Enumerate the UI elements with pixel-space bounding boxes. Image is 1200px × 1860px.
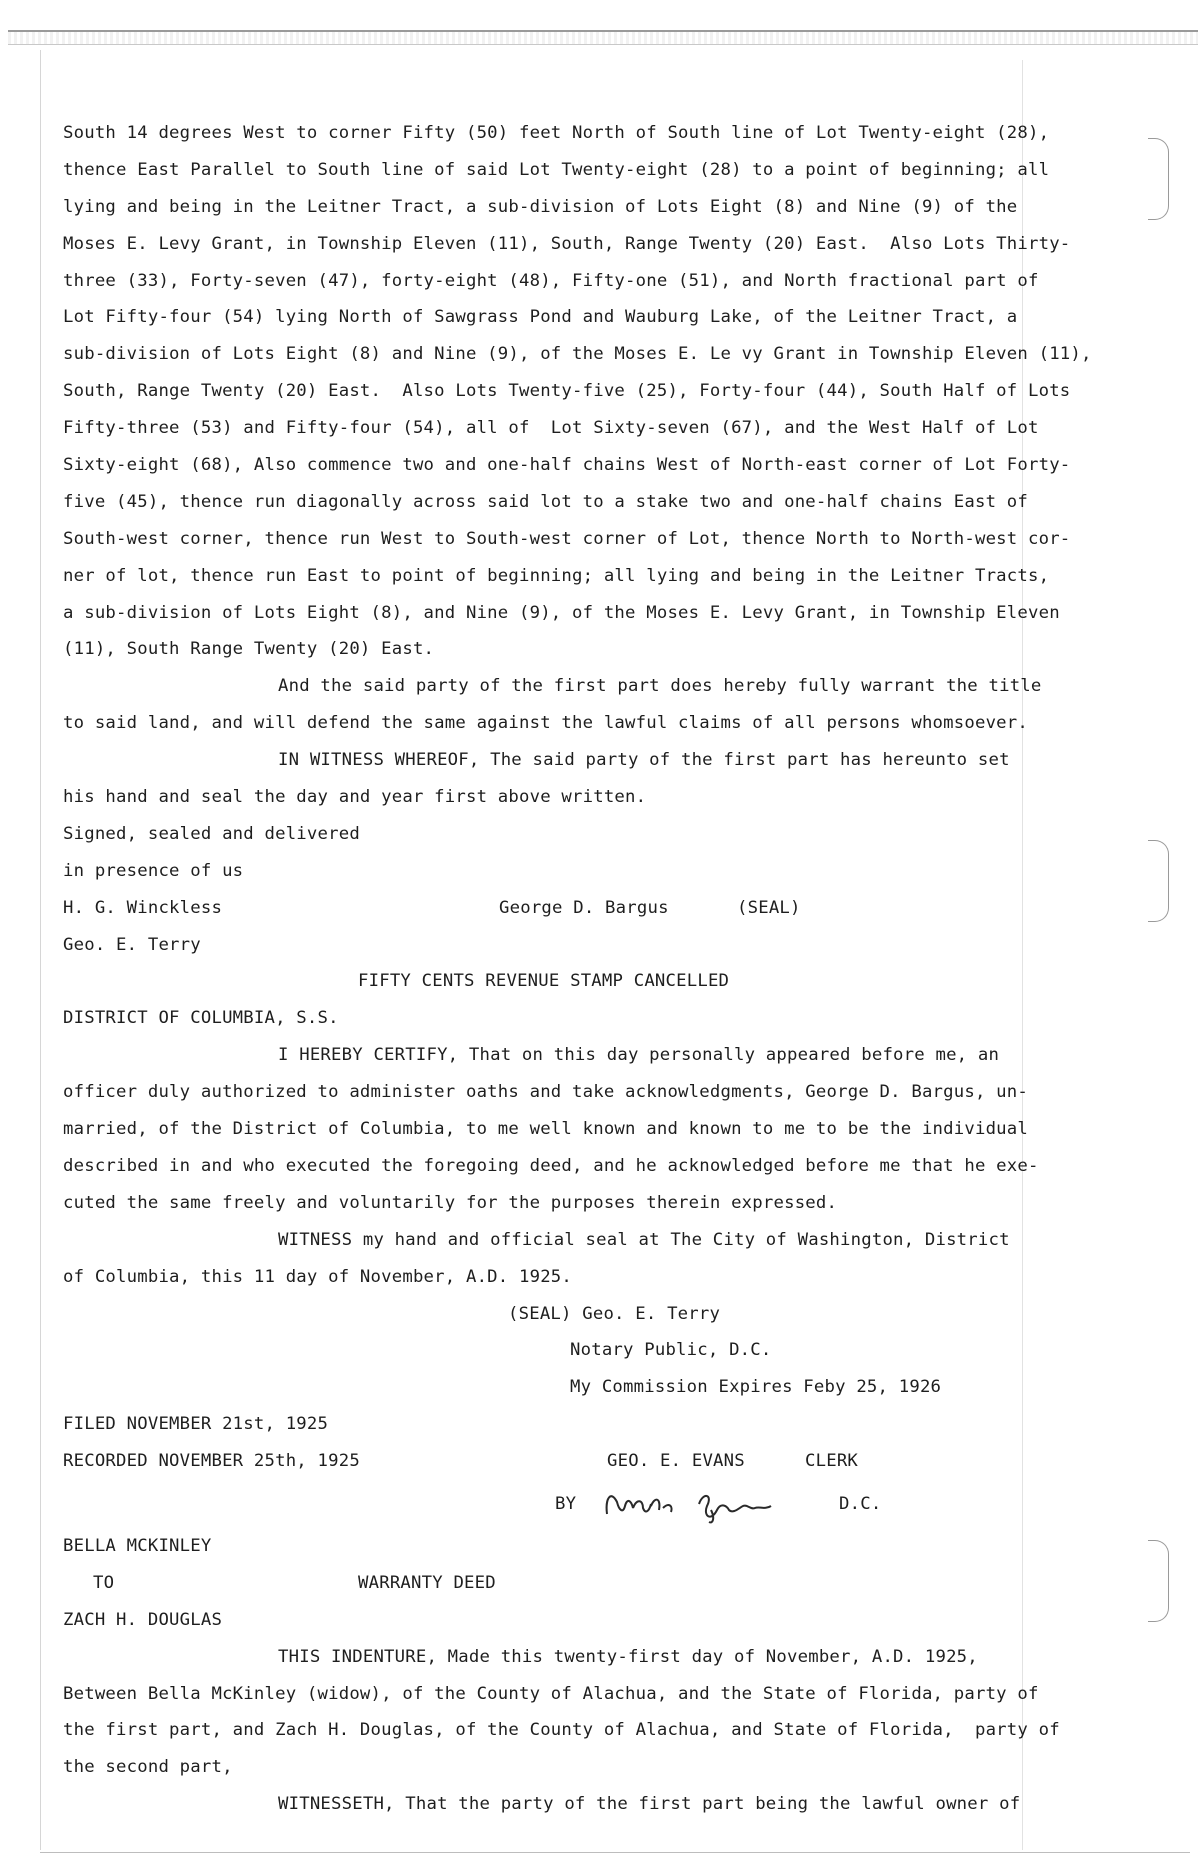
clerk-title: CLERK — [805, 1451, 859, 1472]
signature-row — [63, 890, 1053, 927]
grantor-signature-name: George D. Bargus — [499, 897, 669, 918]
text-line: South, Range Twenty (20) East. Also Lots Twenty-five (25), Forty-four (44), South Half of Lots — [63, 381, 1071, 402]
text-line: Lot Fifty-four (54) lying North of Sawgrass Pond and Wauburg Lake, of the Leitner Tract, a — [63, 307, 1018, 328]
warrant-line: to said land, and will defend the same against the lawful claims of all persons whomsoever. — [63, 713, 1028, 734]
binder-hole-top — [1148, 138, 1169, 220]
witness-official-line: of Columbia, this 11 day of November, A.D. 1925. — [63, 1266, 573, 1287]
district-heading: DISTRICT OF COLUMBIA, S.S. — [63, 1008, 339, 1029]
notary-line: My Commission Expires Feby 25, 1926 — [570, 1377, 942, 1398]
filed-line: FILED NOVEMBER 21st, 1925 — [63, 1414, 329, 1435]
warrant-line: And the said party of the first part does hereby fully warrant the title — [278, 676, 1042, 697]
text-line: Fifty-three (53) and Fifty-four (54), all of Lot Sixty-seven (67), and the West Half of Lot — [63, 418, 1039, 439]
certify-line: I HEREBY CERTIFY, That on this day personally appeared before me, an — [278, 1045, 1000, 1066]
text-line: five (45), thence run diagonally across said lot to a stake two and one-half chains East of — [63, 491, 1028, 512]
certify-line: married, of the District of Columbia, to me well known and known to me to be the individual — [63, 1119, 1028, 1140]
new-deed-grantee: ZACH H. DOUGLAS — [63, 1609, 223, 1630]
witness-official-line: WITNESS my hand and official seal at The City of Washington, District — [278, 1229, 1010, 1250]
certify-line: cuted the same freely and voluntarily for the purposes therein expressed. — [63, 1192, 838, 1213]
witness-whereof-line: IN WITNESS WHEREOF, The said party of the first part has hereunto set — [278, 750, 1010, 771]
text-line: ner of lot, thence run East to point of beginning; all lying and being in the Leitner Tracts, — [63, 565, 1050, 586]
text-line: (11), South Range Twenty (20) East. — [63, 639, 435, 660]
deed-text — [63, 115, 1092, 1823]
certify-line: officer duly authorized to administer oaths and take acknowledgments, George D. Bargus, un- — [63, 1082, 1028, 1103]
recorded-date: RECORDED NOVEMBER 25th, 1925 — [63, 1451, 360, 1472]
page-top-rule — [8, 30, 1198, 45]
left-margin-line — [40, 50, 41, 1850]
clerk-name: GEO. E. EVANS — [607, 1451, 745, 1472]
stamp-note: FIFTY CENTS REVENUE STAMP CANCELLED — [358, 971, 730, 992]
recorded-row — [63, 1443, 1053, 1480]
witness-2-name: Geo. E. Terry — [63, 934, 201, 955]
text-line: a sub-division of Lots Eight (8), and Nine (9), of the Moses E. Levy Grant, in Township Eleven — [63, 602, 1060, 623]
indenture-line: Between Bella McKinley (widow), of the County of Alachua, and the State of Florida, party of — [63, 1683, 1039, 1704]
signed-line: Signed, sealed and delivered — [63, 823, 360, 844]
new-deed-grantor: BELLA MCKINLEY — [63, 1535, 212, 1556]
text-line: Moses E. Levy Grant, in Township Eleven (11), South, Range Twenty (20) East. Also Lots Thirty- — [63, 233, 1071, 254]
indenture-line: THIS INDENTURE, Made this twenty-first day of November, A.D. 1925, — [278, 1646, 978, 1667]
text-line: thence East Parallel to South line of said Lot Twenty-eight (28) to a point of beginning; all — [63, 159, 1050, 180]
witness-1-name: H. G. Winckless — [63, 897, 223, 918]
text-line: three (33), Forty-seven (47), forty-eight (48), Fifty-one (51), and North fractional part of — [63, 270, 1039, 291]
by-label: BY — [555, 1493, 577, 1514]
text-line: sub-division of Lots Eight (8) and Nine (9), of the Moses E. Le vy Grant in Township Eleven (11), — [63, 344, 1092, 365]
to-label: TO — [93, 1572, 115, 1593]
indenture-line: the second part, — [63, 1757, 233, 1778]
witness-whereof-line: his hand and seal the day and year first above written. — [63, 787, 647, 808]
deputy-clerk-signature-image — [599, 1484, 809, 1524]
dc-label: D.C. — [839, 1493, 882, 1514]
text-line: lying and being in the Leitner Tract, a sub-division of Lots Eight (8) and Nine (9) of the — [63, 196, 1018, 217]
text-line: Sixty-eight (68), Also commence two and one-half chains West of North-east corner of Lot Forty- — [63, 455, 1071, 476]
deed-type-label: WARRANTY DEED — [358, 1572, 496, 1593]
seal-label: (SEAL) — [737, 897, 801, 918]
deputy-clerk-row — [63, 1480, 1053, 1528]
certify-line: described in and who executed the foregoing deed, and he acknowledged before me that he exe- — [63, 1155, 1039, 1176]
text-line: South-west corner, thence run West to South-west corner of Lot, thence North to North-west cor- — [63, 528, 1071, 549]
binder-hole-bottom — [1148, 1540, 1169, 1622]
notary-line: Notary Public, D.C. — [570, 1340, 772, 1361]
notary-line: (SEAL) Geo. E. Terry — [508, 1303, 721, 1324]
indenture-line: the first part, and Zach H. Douglas, of the County of Alachua, and State of Florida, party of — [63, 1720, 1060, 1741]
witnesseth-line: WITNESSETH, That the party of the first part being the lawful owner of — [278, 1794, 1021, 1815]
new-deed-title-row — [63, 1565, 1053, 1602]
signed-line: in presence of us — [63, 860, 244, 881]
binder-hole-middle — [1148, 840, 1169, 922]
page-bottom-rule — [40, 1852, 1190, 1853]
text-line: South 14 degrees West to corner Fifty (50) feet North of South line of Lot Twenty-eight (28), — [63, 123, 1050, 143]
